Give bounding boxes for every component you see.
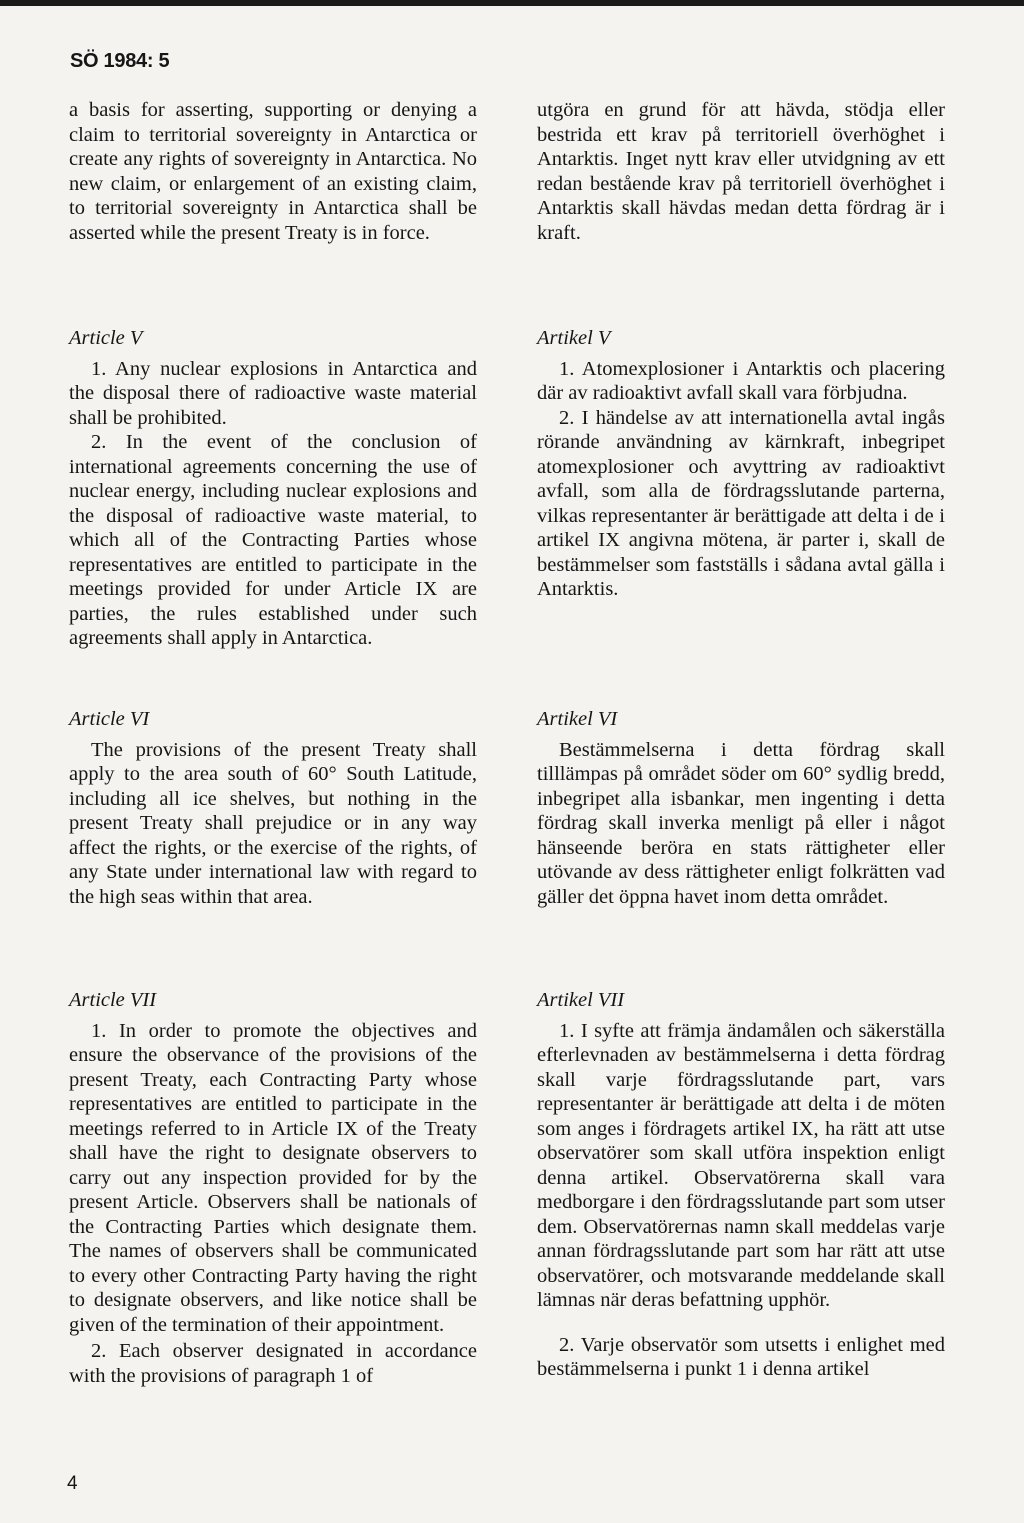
article-5-sv-p1: 1. Atomexplosioner i Antarktis och placering där av radioaktivt avfall skall vara förbjudna. bbox=[537, 357, 945, 404]
article-7-sv-heading: Artikel VII bbox=[537, 989, 625, 1011]
article-7-en-p1: 1. In order to promote the objectives and ensure the observance of the provisions of the present Treaty, each Contracting Party whose representatives are entitled to participate in the meetings referred to in Article IX of the Treaty shall have the right to designate observers to carry out any inspection provided for by the present Article. Observers shall be nationals of the Contracting Parties which designate them. The names of observers shall be communicated to every other Contracting Party having the right to designate observers, and like notice shall be given of the termination of their appointment. bbox=[69, 1019, 477, 1336]
intro-sv-block bbox=[537, 98, 945, 245]
article-5-en bbox=[69, 326, 477, 651]
article-5-en-p2: 2. In the event of the conclusion of international agreements concerning the use of nuclear energy, including nuclear explosions and the disposal of radioactive waste material, to which all of the Contracting Parties whose representatives are entitled to participate in the meetings provided for under Article IX are parties, the rules established under such agreements shall apply in Antarctica. bbox=[69, 431, 477, 649]
article-5-en-p1: 1. Any nuclear explosions in Antarctica and the disposal there of radioactive waste material shall be prohibited. bbox=[69, 357, 477, 429]
article-6-sv-heading: Artikel VI bbox=[537, 708, 618, 730]
article-6-en-p1: The provisions of the present Treaty shall apply to the area south of 60° South Latitude, including all ice shelves, but nothing in the present Treaty shall prejudice or in any way affect the rights, or the exercise of the rights, of any State under international law with regard to the high seas within that area. bbox=[69, 738, 477, 908]
page-number: 4 bbox=[67, 1473, 78, 1494]
article-7-en-p2: 2. Each observer designated in accordance with the provisions of paragraph 1 of bbox=[69, 1340, 477, 1387]
article-6-en bbox=[69, 707, 477, 909]
article-6-sv-p1: Bestämmelserna i detta fördrag skall tilllämpas på området söder om 60° sydlig bredd, inbegripet alla isbankar, men ingenting i detta fördrag skall inverka menligt på eller i något hänseende beröra en stats rättigheter eller utövande av dess rättigheter enligt folkrätten vad gäller det öppna havet inom detta området. bbox=[537, 738, 945, 908]
intro-en-block bbox=[69, 98, 477, 245]
article-5-sv-heading: Artikel V bbox=[537, 327, 611, 349]
scan-top-border bbox=[0, 0, 1024, 6]
article-5-en-heading: Article V bbox=[69, 327, 143, 349]
article-6-sv bbox=[537, 707, 945, 909]
article-7-en bbox=[69, 988, 477, 1388]
article-5-sv bbox=[537, 326, 945, 602]
document-reference: SÖ 1984: 5 bbox=[70, 50, 170, 72]
intro-sv-text: utgöra en grund för att hävda, stödja eller bestrida ett krav på territoriell överhöghet i Antarktis. Inget nytt krav eller utvidgning av ett redan bestående krav på territoriell överhöghet i Antarktis skall hävdas medan detta fördrag är i kraft. bbox=[537, 99, 945, 244]
article-5-sv-p2: 2. I händelse av att internationella avtal ingås rörande användning av kärnkraft, inbegripet atomexplosioner och avyttring av radioaktivt avfall, som alla de fördragsslutande parterna, vilkas representanter är berättigade att delta i de i artikel IX angivna mötena, är parter i, skall de bestämmelser som fastställs i sådana avtal gälla i Antarktis. bbox=[537, 406, 945, 600]
article-6-en-heading: Article VI bbox=[69, 708, 150, 730]
article-7-en-heading: Article VII bbox=[69, 989, 157, 1011]
article-7-sv-p2: 2. Varje observatör som utsetts i enlighet med bestämmelserna i punkt 1 i denna artikel bbox=[537, 1333, 945, 1380]
intro-en-text: a basis for asserting, supporting or denying a claim to territorial sovereignty in Antarctica or create any rights of sovereignty in Antarctica. No new claim, or enlargement of an existing claim, to territorial sovereignty in Antarctica shall be asserted while the present Treaty is in force. bbox=[69, 99, 477, 244]
article-7-sv-p1: 1. I syfte att främja ändamålen och säkerställa efterlevnaden av bestämmelserna i detta fördrag skall varje fördragsslutande part, vars representanter är berättigade att delta i de möten som anges i fördragets artikel IX, ha rätt att utse observatörer som skall utföra inspektion enligt denna artikel. Observatörerna skall vara medborgare i den fördragsslutande part som utser dem. Observatörernas namn skall meddelas varje annan fördragsslutande part som har rätt att utse observatörer, och motsvarande meddelande skall lämnas när deras befattning upphör. bbox=[537, 1019, 945, 1311]
article-7-sv bbox=[537, 988, 945, 1382]
